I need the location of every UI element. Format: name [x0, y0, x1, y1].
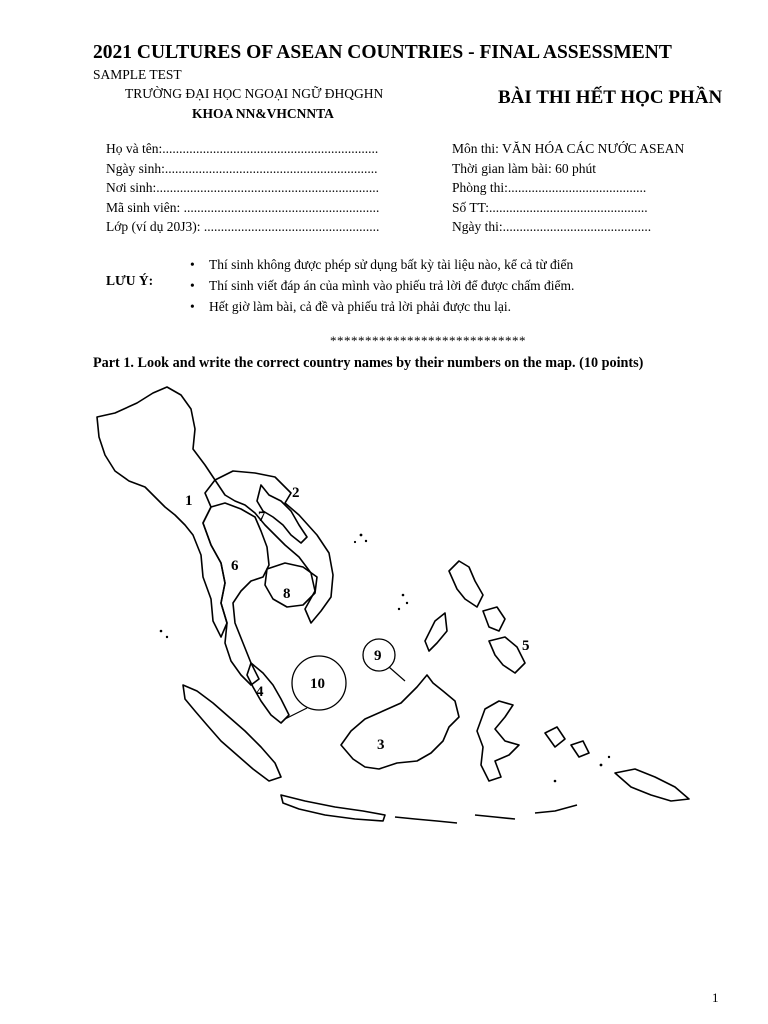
field-full-name[interactable]: Họ và tên:................................................................ [106, 141, 379, 156]
field-exam-date[interactable]: Ngày thi:............................................ [452, 219, 652, 234]
map-label-5: 5 [522, 638, 530, 654]
map-label-1: 1 [185, 493, 193, 509]
map-region-malaysia-peninsula [247, 663, 289, 723]
separator: **************************** [330, 333, 526, 348]
notes-list [190, 254, 574, 317]
map-label-3: 3 [377, 737, 385, 753]
note-item: • Hết giờ làm bài, cả đề và phiếu trả lời phải được thu lại. [190, 296, 574, 317]
map-label-9: 9 [374, 648, 382, 664]
notes-label: LƯU Ý: [106, 273, 154, 288]
field-class[interactable]: Lớp (ví dụ 20J3): .................................................... [106, 219, 380, 234]
page-title: 2021 CULTURES OF ASEAN COUNTRIES - FINAL ASSESSMENT [93, 42, 672, 63]
map-label-2: 2 [292, 485, 300, 501]
page-number: 1 [712, 990, 719, 1005]
field-exam-room[interactable]: Phòng thi:......................................... [452, 180, 647, 195]
note-item: • Thí sinh không được phép sử dụng bất kỳ tài liệu nào, kể cả từ điển [190, 254, 574, 275]
field-student-id[interactable]: Mã sinh viên: .......................................................... [106, 199, 380, 215]
field-seat-number[interactable]: Số TT:............................................... [452, 199, 648, 215]
exam-info-fields [452, 139, 684, 237]
map-region-java [281, 795, 385, 821]
map-region-borneo [341, 675, 459, 769]
map-region-maluku [545, 727, 689, 801]
map-region-myanmar [97, 387, 227, 637]
student-info-fields [106, 139, 379, 237]
map-region-lesser-sunda [395, 805, 577, 823]
sample-test-label: SAMPLE TEST [93, 67, 182, 82]
map-region-sumatra [183, 685, 281, 781]
note-item: • Thí sinh viết đáp án của mình vào phiếu trả lời để được chấm điểm. [190, 275, 574, 296]
map-label-4: 4 [256, 684, 264, 700]
map-label-6: 6 [231, 558, 239, 574]
southeast-asia-map [85, 385, 755, 845]
map-region-thailand [203, 503, 269, 685]
pointer-9 [389, 667, 405, 681]
map-label-7: 7 [258, 509, 266, 525]
faculty-name: KHOA NN&VHCNNTA [192, 106, 334, 121]
university-name: TRƯỜNG ĐẠI HỌC NGOẠI NGỮ ĐHQGHN [125, 86, 384, 101]
field-date-of-birth[interactable]: Ngày sinh:............................................................... [106, 160, 378, 176]
map-region-philippines [425, 561, 525, 673]
map-label-10: 10 [310, 676, 325, 692]
field-duration: Thời gian làm bài: 60 phút [452, 160, 596, 176]
exam-title: BÀI THI HẾT HỌC PHẦN [498, 87, 723, 108]
part1-instruction: Part 1. Look and write the correct country names by their numbers on the map. (10 points) [93, 355, 644, 371]
map-label-8: 8 [283, 586, 291, 602]
field-place-of-birth[interactable]: Nơi sinh:.................................................................. [106, 180, 380, 195]
field-subject: Môn thi: VĂN HÓA CÁC NƯỚC ASEAN [452, 141, 685, 156]
map-region-sulawesi [477, 701, 519, 781]
